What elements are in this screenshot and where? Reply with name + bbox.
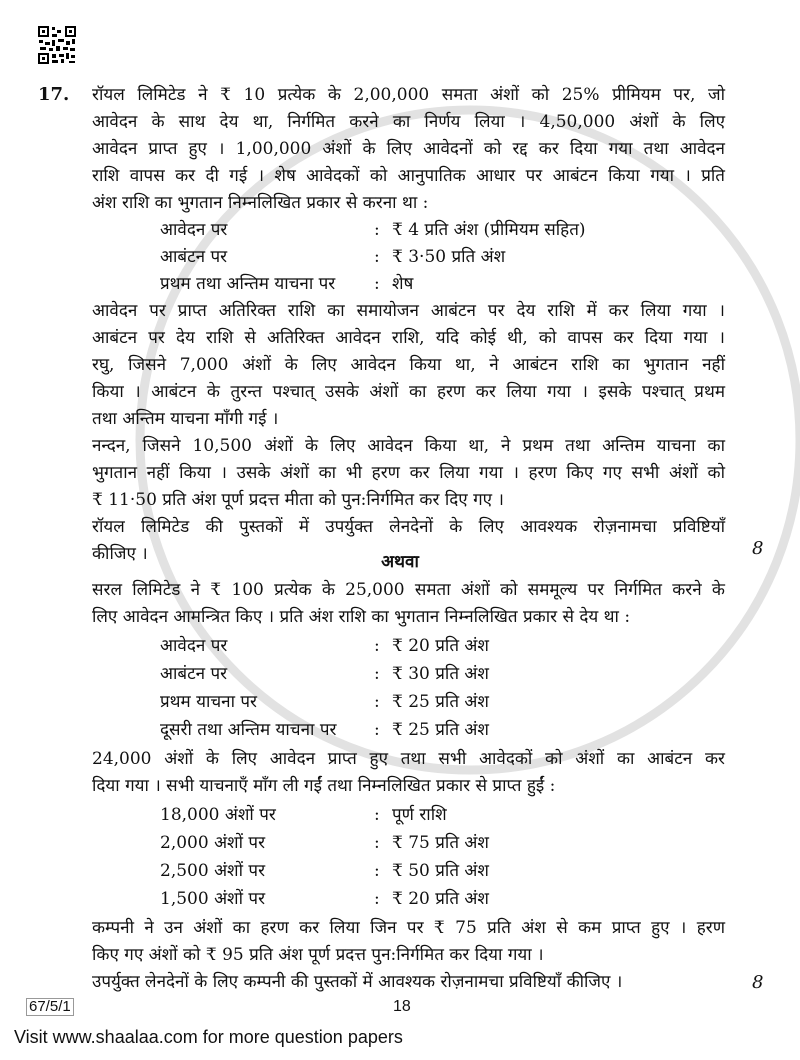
schedule-value: ₹ 4 प्रति अंश (प्रीमियम सहित) xyxy=(392,220,586,240)
schedule-value: ₹ 30 प्रति अंश xyxy=(392,664,489,684)
text-line: आवेदन प्राप्त हुए । 1,00,000 अंशों के लिए आवेदनों को रद्द कर दिया गया तथा आवेदन xyxy=(92,139,725,159)
schedule-label: प्रथम तथा अन्तिम याचना पर xyxy=(160,274,336,294)
schedule-label: आवेदन पर xyxy=(160,220,228,240)
schedule-value: ₹ 50 प्रति अंश xyxy=(392,861,489,881)
schedule-label: प्रथम याचना पर xyxy=(160,692,258,712)
schedule-label: 1,500 अंशों पर xyxy=(160,889,266,909)
schedule-value: ₹ 20 प्रति अंश xyxy=(392,636,489,656)
text-line: अंश राशि का भुगतान निम्नलिखित प्रकार से करना था : xyxy=(92,193,429,213)
text-line: भुगतान नहीं किया । उसके अंशों का भी हरण कर लिया गया । हरण किए गए सभी अंशों को xyxy=(92,463,725,483)
schedule-colon: : xyxy=(374,247,380,267)
schedule-value: ₹ 20 प्रति अंश xyxy=(392,889,489,909)
text-line: आवेदन के साथ देय था, निर्गमित करने का निर्णय लिया । 4,50,000 अंशों के लिए xyxy=(92,112,725,132)
schedule-colon: : xyxy=(374,805,380,825)
text-line: नन्दन, जिसने 10,500 अंशों के लिए आवेदन किया था, ने प्रथम तथा अन्तिम याचना का xyxy=(92,436,725,456)
text-line: रॉयल लिमिटेड ने ₹ 10 प्रत्येक के 2,00,000 समता अंशों को 25% प्रीमियम पर, जो xyxy=(92,85,725,105)
text-line: तथा अन्तिम याचना माँगी गई । xyxy=(92,409,279,429)
question-number: 17. xyxy=(38,84,70,105)
schedule-colon: : xyxy=(374,636,380,656)
text-line: कम्पनी ने उन अंशों का हरण कर लिया जिन पर ₹ 75 प्रति अंश से कम प्राप्त हुए । हरण xyxy=(92,918,725,938)
text-line: आवेदन पर प्राप्त अतिरिक्त राशि का समायोजन आबंटन पर देय राशि में कर लिया गया । xyxy=(92,301,725,321)
schedule-label: आबंटन पर xyxy=(160,664,228,684)
text-line: रॉयल लिमिटेड की पुस्तकों में उपर्युक्त लेनदेनों के लिए आवश्यक रोज़नामचा प्रविष्टियाँ xyxy=(92,517,725,537)
schedule-value: पूर्ण राशि xyxy=(392,805,447,825)
schedule-colon: : xyxy=(374,274,380,294)
text-line: सरल लिमिटेड ने ₹ 100 प्रत्येक के 25,000 समता अंशों को सममूल्य पर निर्गमित करने के xyxy=(92,580,725,600)
qr-code xyxy=(38,26,76,64)
schedule-label: 2,500 अंशों पर xyxy=(160,861,266,881)
schedule-label: आबंटन पर xyxy=(160,247,228,267)
schedule-value: ₹ 25 प्रति अंश xyxy=(392,720,489,740)
schedule-colon: : xyxy=(374,692,380,712)
text-line: लिए आवेदन आमन्त्रित किए । प्रति अंश राशि का भुगतान निम्नलिखित प्रकार से देय था : xyxy=(92,607,631,627)
schedule-label: आवेदन पर xyxy=(160,636,228,656)
schedule-colon: : xyxy=(374,220,380,240)
schedule-label: दूसरी तथा अन्तिम याचना पर xyxy=(160,720,337,740)
schedule-colon: : xyxy=(374,664,380,684)
schedule-value: ₹ 25 प्रति अंश xyxy=(392,692,489,712)
schedule-colon: : xyxy=(374,861,380,881)
marks-alternate: 8 xyxy=(752,972,764,993)
text-line: कीजिए । xyxy=(92,544,148,564)
or-separator: अथवा xyxy=(381,552,419,572)
text-line: आबंटन पर देय राशि से अतिरिक्त आवेदन राशि, यदि कोई थी, को वापस कर दिया गया । xyxy=(92,328,725,348)
schedule-label: 2,000 अंशों पर xyxy=(160,833,266,853)
text-line: दिया गया । सभी याचनाएँ माँग ली गईं तथा निम्नलिखित प्रकार से प्राप्त हुईं : xyxy=(92,776,556,796)
schedule-colon: : xyxy=(374,833,380,853)
visit-link-text: Visit www.shaalaa.com for more question papers xyxy=(14,1027,403,1047)
schedule-colon: : xyxy=(374,889,380,909)
page-number: 18 xyxy=(393,998,411,1015)
text-line: रघु, जिसने 7,000 अंशों के लिए आवेदन किया था, ने आबंटन राशि का भुगतान नहीं xyxy=(92,355,725,375)
schedule-label: 18,000 अंशों पर xyxy=(160,805,276,825)
text-line: राशि वापस कर दी गई । शेष आवेदकों को आनुपातिक आधार पर आबंटन किया गया । प्रति xyxy=(92,166,725,186)
text-line: किया । आबंटन के तुरन्त पश्चात् उसके अंशों का हरण कर लिया गया । इसके पश्चात् प्रथम xyxy=(92,382,725,402)
text-line: 24,000 अंशों के लिए आवेदन प्राप्त हुए तथा सभी आवेदकों को अंशों का आबंटन कर xyxy=(92,749,725,769)
text-line: उपर्युक्त लेनदेनों के लिए कम्पनी की पुस्तकों में आवश्यक रोज़नामचा प्रविष्टियाँ कीजिए । xyxy=(92,972,623,992)
schedule-value: ₹ 3·50 प्रति अंश xyxy=(392,247,506,267)
text-line: ₹ 11·50 प्रति अंश पूर्ण प्रदत्त मीता को पुन:निर्गमित कर दिए गए । xyxy=(92,490,504,510)
text-line: किए गए अंशों को ₹ 95 प्रति अंश पूर्ण प्रदत्त पुन:निर्गमित कर दिया गया । xyxy=(92,945,544,965)
marks-main: 8 xyxy=(752,538,764,559)
schedule-colon: : xyxy=(374,720,380,740)
paper-code: 67/5/1 xyxy=(26,998,74,1016)
schedule-value: शेष xyxy=(392,274,414,294)
schedule-value: ₹ 75 प्रति अंश xyxy=(392,833,489,853)
